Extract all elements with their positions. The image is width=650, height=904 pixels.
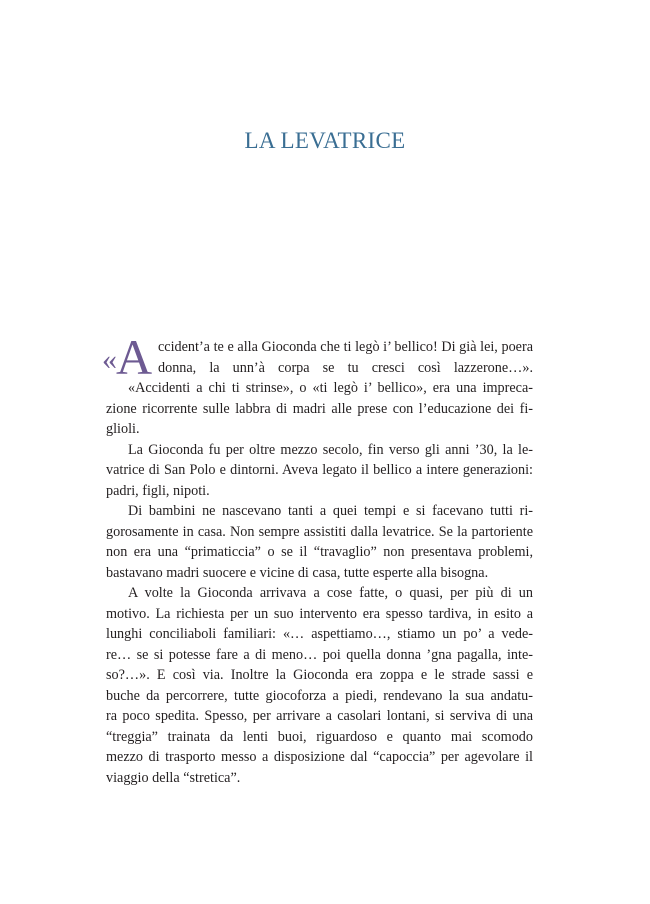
text-line: gorosamente in casa. Non sempre assistiti dalla levatrice. Se la partoriente [106, 523, 533, 540]
text-line: re… se si potesse fare a di meno… poi quella donna ’gna pagalla, inte- [106, 646, 533, 663]
drop-cap-block [102, 329, 153, 385]
text-line: non era una “primaticcia” o se il “travaglio” non presentava problemi, [106, 544, 533, 560]
body-text [102, 329, 533, 788]
text-line: so?…». E così via. Inoltre la Gioconda era zoppa e le strade sassi e [106, 667, 533, 683]
text-line: vatrice di San Polo e dintorni. Aveva legato il bellico a intere generazioni: [106, 462, 533, 478]
paragraph-list [106, 378, 533, 788]
chapter-title: LA LEVATRICE [244, 128, 406, 153]
text-line: lunghi conciliaboli familiari: «… aspettiamo…, stiamo un po’ a vede- [106, 626, 533, 642]
text-line: «Accidenti a chi ti strinse», o «ti legò i’ bellico», era una impreca- [128, 380, 533, 396]
text-line: bastavano madri suocere e vicine di casa, tutte esperte alla bisogna. [106, 564, 489, 581]
text-line: motivo. La richiesta per un suo intervento era spesso tardiva, in esito a [106, 605, 533, 622]
opening-paragraph [102, 329, 533, 385]
paragraph [106, 501, 533, 583]
text-line: mezzo di trasporto messo a disposizione dal “capoccia” per agevolare il [106, 749, 533, 765]
text-line: ra poco spedita. Spesso, per arrivare a casolari lontani, si serviva di una [106, 708, 533, 724]
text-line: padri, figli, nipoti. [106, 482, 210, 499]
opening-line-2: donna, la unn’à corpa se tu cresci così lazzerone…». [158, 359, 533, 376]
text-line: zione ricorrente sulle labbra di madri alle prese con l’educazione dei fi- [106, 400, 533, 417]
drop-cap-letter: A [116, 329, 153, 385]
text-line: buche da percorrere, tutte giocoforza a piedi, rendevano la sua andatu- [106, 687, 533, 704]
paragraph [106, 440, 533, 502]
paragraph [106, 583, 533, 788]
opening-guillemet: « [102, 343, 117, 376]
opening-line-1: ccident’a te e alla Gioconda che ti legò i’ bellico! Di già lei, poera [158, 339, 533, 355]
paragraph [106, 378, 533, 440]
text-line: Di bambini ne nascevano tanti a quei tempi e si facevano tutti ri- [128, 503, 533, 519]
text-line: viaggio della “stretica”. [106, 769, 241, 786]
text-line: A volte la Gioconda arrivava a cose fatte, o quasi, per più di un [128, 585, 533, 601]
text-line: “treggia” trainata da lenti buoi, riguardoso e quanto mai scomodo [106, 728, 533, 745]
text-line: glioli. [106, 421, 140, 437]
text-line: La Gioconda fu per oltre mezzo secolo, fin verso gli anni ’30, la le- [128, 441, 533, 458]
